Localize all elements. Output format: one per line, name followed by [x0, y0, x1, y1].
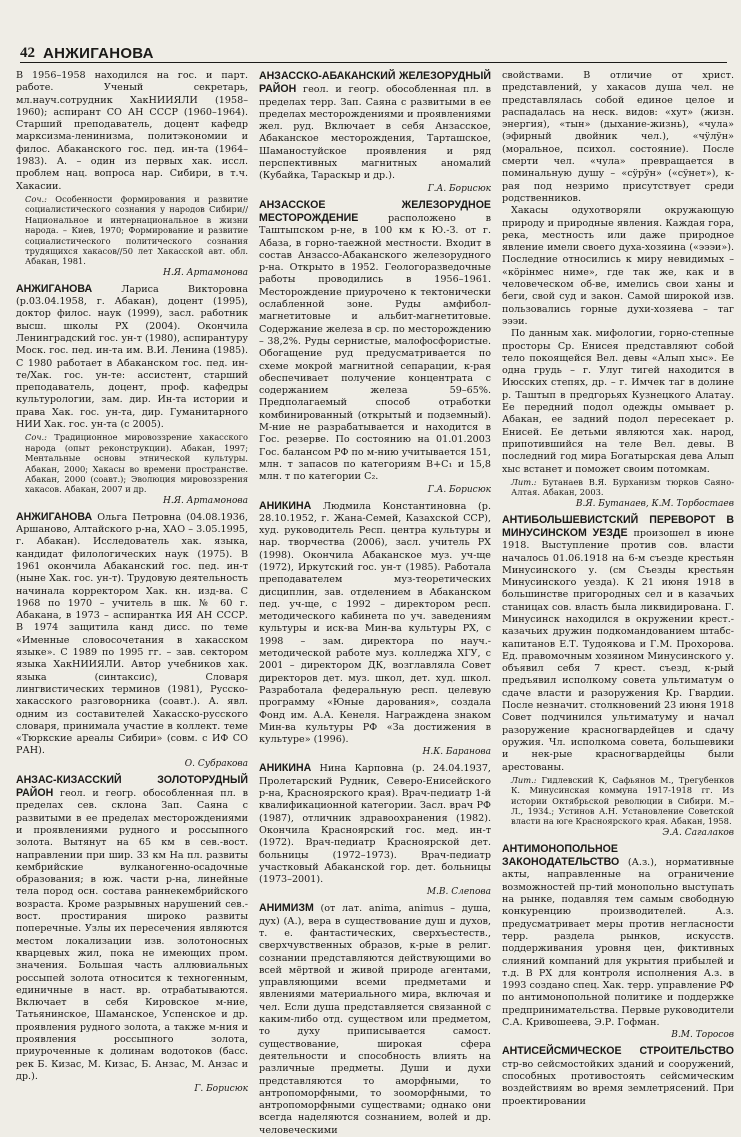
entry: [259, 500, 491, 759]
entry-text: Лариса Викторовна (р.03.04.1958, г. Абакан), доцент (1995), доктор филос. наук (1999), засл. работник высш. школы РХ (2004). Окончила Ленинградский гос. ун-т (1980), аспирантуру Моск. гос. пед. ин-та им. В.И. Ленина (1985). С 1980 работает в Абаканском гос. пед. ин-те/Хак. гос. ун-те: ассистент, старший преподаватель, доцент, проф. кафедры культурологии, зам. дир. Ин-та истории и права Хак. гос. ун-та, дир. Гуманитарного НИИ Хак. гос. ун-та (с 2005).: [16, 283, 248, 431]
entry-paragraph: [16, 283, 248, 432]
entry-text: геол. и геогр. обособленная пл. в пределах терр. Зап. Саяна с развитыми в ее пределах месторождениями и проявлениями жел. руд. Включает в себя Анзасское, Абаканское месторождения, Тарташское, Шаманостуйское проявления и ряд перспективных магнитных аномалий (Кубайка, Тараскыр и др.).: [259, 84, 491, 182]
column-1: [16, 70, 248, 1095]
text-columns: [16, 70, 736, 1136]
entry-author: О. Субракова: [184, 758, 248, 769]
entry: [16, 774, 248, 1095]
entry: [259, 70, 491, 195]
entry-paragraph: [502, 843, 734, 1029]
entry: [16, 70, 248, 279]
entry: [16, 283, 248, 507]
entry-paragraph: [259, 500, 491, 747]
entry-title: АНТИМОНОПОЛЬНОЕ ЗАКОНОДАТЕЛЬСТВО: [502, 842, 620, 869]
entry-author: Н.Я. Артамонова: [162, 495, 248, 506]
page-number: 42: [20, 45, 35, 61]
column-2: [259, 70, 491, 1136]
literature-note: [16, 194, 248, 267]
literature-label: Соч.:: [25, 432, 47, 443]
running-title: АНЖИГАНОВА: [43, 45, 154, 62]
entry-text: стр-во сейсмостойких зданий и сооружений, способных противостоять сейсмическим воздействиям во время землетрясений. При проектировании: [502, 1058, 734, 1107]
literature-text: Особенности формирования и развитие социалистического сознания у народов Сибири//Национальное и интернациональное в жизни народа. – Киев, 1970; Формирование и развитие социалистического политического сознания трудящихся хакасов//50 лет Хакасской авт. обл. Абакан, 1981.: [25, 193, 248, 267]
entry: [502, 70, 734, 510]
entry-text: произошел в июне 1918. Выступление против сов. власти началось 01.06.1918 на 6-м съезде крестьян Минусинского у. (см Съезды крестьян Минусинского уезда). К 21 июня 1918 в большинстве пригородных сел и в казачьих станицах сов. власть была ликвидирована. Г. Минусинск находился в окружении крест.-казачьих дружин подкомандованием штабс-капитанов Е.Т. Тудоякова и Г.М. Прохорова. Ед. правомочным хозяином Минусинского у. объявил себя 7 крест. съезд, к-рый предъявил исполкому совета ультиматум о сдаче власти и разоружения Кр. Гвардии. После незначит. столкновений 23 июня 1918 Совет подчинился ультиматуму и начал разоружение красногвардейцев и сдачу оружия. Чл. исполкома совета, большевики и нек-рые красногвардейцы были арестованы.: [502, 527, 734, 773]
entry: [502, 514, 734, 839]
entry-text: Нина Карповна (р. 24.04.1937, Пролетарский Рудник, Северо-Енисейского р-на, Красноярского края). Врач-педиатр 1-й квалификационной категории. Засл. врач РФ (1987), отличник здравоохранения (1982). Окончила Красноярский гос. мед. ин-т (1972). Врач-педиатр Красноярской дет. больницы (1972–1973). Врач-педиатр участковый Абаканской гор. дет. больницы (1973–2001).: [259, 763, 491, 886]
entry: [259, 902, 491, 1137]
entry-paragraph: [502, 70, 734, 205]
entry-paragraph: [16, 70, 248, 193]
entry-paragraph: [259, 762, 491, 886]
entry-paragraph: [259, 70, 491, 183]
entry-title: АНЗАС-КИЗАССКИЙ ЗОЛОТОРУДНЫЙ РАЙОН: [16, 773, 248, 800]
entry-text: геол. и геогр. обособленная пл. в пределах сев. склона Зап. Саяна с развитыми в ее пределах месторождениями и проявлениями рудного и россыпного золота. Вытянут на 65 км в сев.-вост. направлении при шир. 33 км На пл. развиты кембрийские вулканогенно-осадочные образования; в юж. части р-на, линейные тела пород осн. состава раннекембрийского возраста. Кроме разрывных нарушений сев.-вост. простирания широко развиты поперечные. Узлы их пересечения являются местом локализации изв. золотоносных кварцевых жил, пока не имеющих пром. значения. Большая часть аллювиальных россыпей золота относится к техногенным, единичные в наст. вр. отрабатываются. Включает в себя Кировское м-ние, Татьянинское, Шаманское, Успенское и др. проявления рудного золота, а также м-ния и проявления россыпного золота, приуроченные к долинам водотоков (басс. рек Б. Кизас, М. Кизас, Б. Анзас, М. Анзас и др.).: [16, 788, 248, 1082]
literature-label: Соч.:: [25, 193, 47, 204]
entry-author: В.Я. Бутанаев, К.М. Торбостаев: [575, 498, 734, 509]
entry-title: АНЗАССКО-АБАКАНСКИЙ ЖЕЛЕЗОРУДНЫЙ РАЙОН: [259, 70, 491, 96]
literature-note: [502, 775, 734, 827]
entry-text: свойствами. В отличие от христ. представлений, у хакасов душа чел. не представлялась собой единое целое и распадалась на неск. видов: «хут» (жизн. энергия), «тын» (дыхание-жизнь), «чула» (эфирный двойник чел.), «чÿлÿн» (моральное, психол. состояние). После смерти чел. «чула» превращается в поминальную душу – «сÿрÿн» («сÿнет»), к-рая под незримо присутствует среди родственников.: [502, 70, 734, 204]
entry-text: Людмила Константиновна (р. 28.10.1952, г. Жана-Семей, Казахской ССР), худ. руководитель Респ. центра культуры и нар. творчества (2006), засл. учитель РХ (1998). Окончила Абаканское муз. уч-ще (1972), Иркутский гос. ун-т (1985). Работала преподавателем муз-теоретических дисциплин, зав. отделением в Абаканском пед. уч-ще, с 1992 – директором респ. методического кабинета по уч. заведениям культуры и иск-ва Мин-ва культуры РХ, с 1998 – зам. директора по науч.-методической работе муз. колледжа ХГУ, с 2001 – директором ДК, возглавляла Совет директоров дет. муз. школ, дет. худ. школ. Разработала федеральную респ. целевую программу «Юные дарования», создала Фонд им. А.А. Кенеля. Награждена знаком Мин-ва культуры РФ «За достижения в культуре» (1996).: [259, 500, 491, 746]
entry-text: По данным хак. мифологии, горно-степные просторы Ср. Енисея представляют собой тело покоящейся Вел. девы «Алып хыс». Ее одна грудь – г. Улуг тигей находится в Июсских степях, др. – г. Имчек таг в долине р. Таштып в предгорьях Кузнецкого Алатау. Ее передний подол одежды омывает р. Абакан, ее задний подол пересекает р. Енисей. Ее детьми являются хак. народ, припотившийся на теле Вел. девы. В последний год мира Богатырская дева Алып хыс встанет и поможет своим потомкам.: [502, 328, 734, 475]
entry: [259, 762, 491, 898]
entry-title: АНЖИГАНОВА: [16, 282, 93, 295]
entry-title: АНИМИЗМ: [259, 902, 314, 915]
entry-author: Г. Борисюк: [194, 1084, 248, 1095]
entry-title: АНИКИНА: [259, 762, 312, 775]
entry-paragraph: [259, 902, 491, 1137]
entry-author: В.М. Торосов: [671, 1030, 734, 1041]
entry-paragraph: [16, 774, 248, 1083]
entry-paragraph: [502, 1045, 734, 1107]
entry-author: Э.А. Сагалаков: [662, 827, 734, 838]
entry-title: АНТИБОЛЬШЕВИСТСКИЙ ПЕРЕВОРОТ В МИНУСИНСКОМ УЕЗДЕ: [502, 513, 734, 539]
entry-paragraph: [16, 511, 248, 758]
entry-title: АНЗАССКОЕ ЖЕЛЕЗОРУДНОЕ МЕСТОРОЖДЕНИЕ: [259, 198, 491, 224]
entry-paragraph: [502, 514, 734, 774]
column-3: [502, 70, 735, 1107]
literature-note: [502, 477, 734, 498]
entry: [16, 511, 248, 770]
entry-text: расположено в Таштыпском р-не, в 100 км к Ю.-З. от г. Абаза, в горно-таежной местности. Входит в состав Анзассо-Абаканского железорудного р-на. Открыто в 1952. Геологоразведочные работы проводились в 1956–1961. Месторождение приурочено к тектонически ослабленной зоне. Руды амфибол-магнетитовые и альбит-магнетитовые. Содержание железа в ср. по месторождению – 38,2%. Руды сернистые, малофосфористые. Обогащение руд предусматривается по схеме мокрой магнитной сепарации, к-рая обеспечивает получение концентрата с содержанием железа 59–65%. Предполагаемый способ отработки комбинированный (открытый и подземный). М-ние не разрабатывается и находится в Гос. резерве. По состоянию на 01.01.2003 Гос. балансом РФ по м-нию учитывается 151, млн. т запасов по категориям В+С₁ и 15,8 млн. т по категории С₂.: [259, 212, 491, 483]
entry-author: Н.Я. Артамонова: [162, 267, 248, 278]
entry: [502, 1045, 734, 1107]
entry-author: Г.А. Борисюк: [427, 484, 491, 495]
literature-label: Лит.:: [511, 476, 537, 487]
literature-text: Гидлевский К, Сафьянов М., Трегубенков К. Минусинская коммуна 1917-1918 гг. Из истории Октябрьской революции в Сибири. М.–Л., 1934.; Устинов А.Н. Установление Советской власти на юге Красноярского края. Абакан, 1958.: [511, 774, 735, 827]
entry-paragraph: [259, 199, 491, 484]
entry-text: Ольга Петровна (04.08.1936, Аршаново, Алтайского р-на, ХАО – 3.05.1995, г. Абакан). Исследователь хак. языка, кандидат филологических наук (1975). В 1961 окончила Абаканский гос. пед. ин-т (ныне Хак. гос. ун-т). Трудовую деятельность начинала корректором Хак. кн. изд-ва. С 1968 по 1970 – учитель в шк. № 60 г. Абакана, в 1973 – аспирантка ИЯ АН СССР. В 1974 защитила канд дисс. по теме «Именные словосочетания в хакасском языке». С 1989 по 1995 гг. – зав. сектором языка ХакНИИЯЛИ. Автор учебников хак. языка (синтаксис), Словаря лингвистических терминов (1981), Русско-хакасского разговорника (соавт.). А. явл. одним из составителей Хакасско-русского словаря, принимала участие в коллект. теме «Тюркские ареалы Сибири» (совм. с ИФ СО РАН).: [16, 511, 248, 757]
entry: [502, 843, 734, 1041]
entry: [259, 199, 491, 496]
entry-text: Хакасы одухотворяли окружающую природу и природные явления. Каждая гора, река, местность или даже природное явление имели своего духа-хозяина («эээи»). Последние относились к миру невидимых – «кöрiнмес ниме», где так же, как и в человеческом об-ве, имелись свои ханы и беги, свой суд и закон. Самой широкой изв. пользовались горные духи-хозяева – таг эээи.: [502, 205, 734, 327]
literature-note: [16, 432, 248, 494]
entry-paragraph: [502, 328, 734, 476]
entry-author: М.В. Слепова: [426, 887, 491, 898]
entry-title: АНТИСЕЙСМИЧЕСКОЕ СТРОИТЕЛЬСТВО: [502, 1045, 734, 1058]
literature-text: Бутанаев В.Я. Бурханизм тюрков Саяно-Алтая. Абакан, 2003.: [511, 476, 734, 498]
entry-paragraph: [502, 205, 734, 328]
entry-author: Н.К. Баранова: [422, 747, 491, 758]
entry-text: В 1956–1958 находился на гос. и парт. работе. Ученый секретарь, мл.науч.сотрудник ХакНИИЯЛИ (1958–1960); аспирант СО АН СССР (1960–1964). Старший преподаватель, доцент кафедр марксизма-ленинизма, политэкономии и филос. Абаканского гос. пед. ин-та (1964–1983). А. – один из первых хак. иссл. проблем нац. вопроса нар. Сибири, в т.ч. Хакасии.: [16, 70, 248, 192]
literature-text: Традиционное мировоззрение хакасского народа (опыт реконструкции). Абакан, 1997; Ментальные основы этнической культуры. Абакан, 2000; Хакасы во времени пространстве. Абакан, 2000 (соавт.); Эволюция мировоззрения хакасов. Абакан, 2007 и др.: [25, 432, 248, 495]
entry-text: (А.з.), нормативные акты, направленные на ограничение возможностей пр-тий монопольно выступать на рынке, подавляя тем самым свободную конкуренцию производителей. А.з. предусматривает меры против негласности терр. раздела рынков, искусств. поддерживания уровня цен, фиктивных слияний компаний для укрытия прибылей и т.д. В РХ для контроля исполнения А.з. в 1993 создано спец. Хак. терр. управление РФ по антимонопольной политике и поддержке предпринимательства. Первые руководители С.А. Кривошеева, Э.Р. Гофман.: [502, 857, 734, 1029]
page-header: [20, 36, 727, 63]
literature-label: Лит.:: [511, 774, 537, 785]
entry-text: (от лат. anima, animus – душа, дух) (А.), вера в существование душ и духов, т. е. фантастических, сверхъестеств., сверхчувственных образов, к-рые в религ. сознании представляются действующими во всей мёртвой и живой природе агентами, управляющими всеми предметами и явлениями материального мира, включая и чел. Если душа представляется связанной с каким-либо отд. существом или предметом, то духу приписывается самост. существование, широкая сфера деятельности и способность влиять на различные предметы. Души и духи представляются то аморфными, то антропоморфными, то зооморфными, то антропоморфными существами; однако они всегда наделяются сознанием, волей и др. человеческими: [259, 903, 491, 1136]
entry-title: АНЖИГАНОВА: [16, 510, 93, 523]
entry-title: АНИКИНА: [259, 499, 312, 512]
entry-author: Г.А. Борисюк: [427, 183, 491, 194]
